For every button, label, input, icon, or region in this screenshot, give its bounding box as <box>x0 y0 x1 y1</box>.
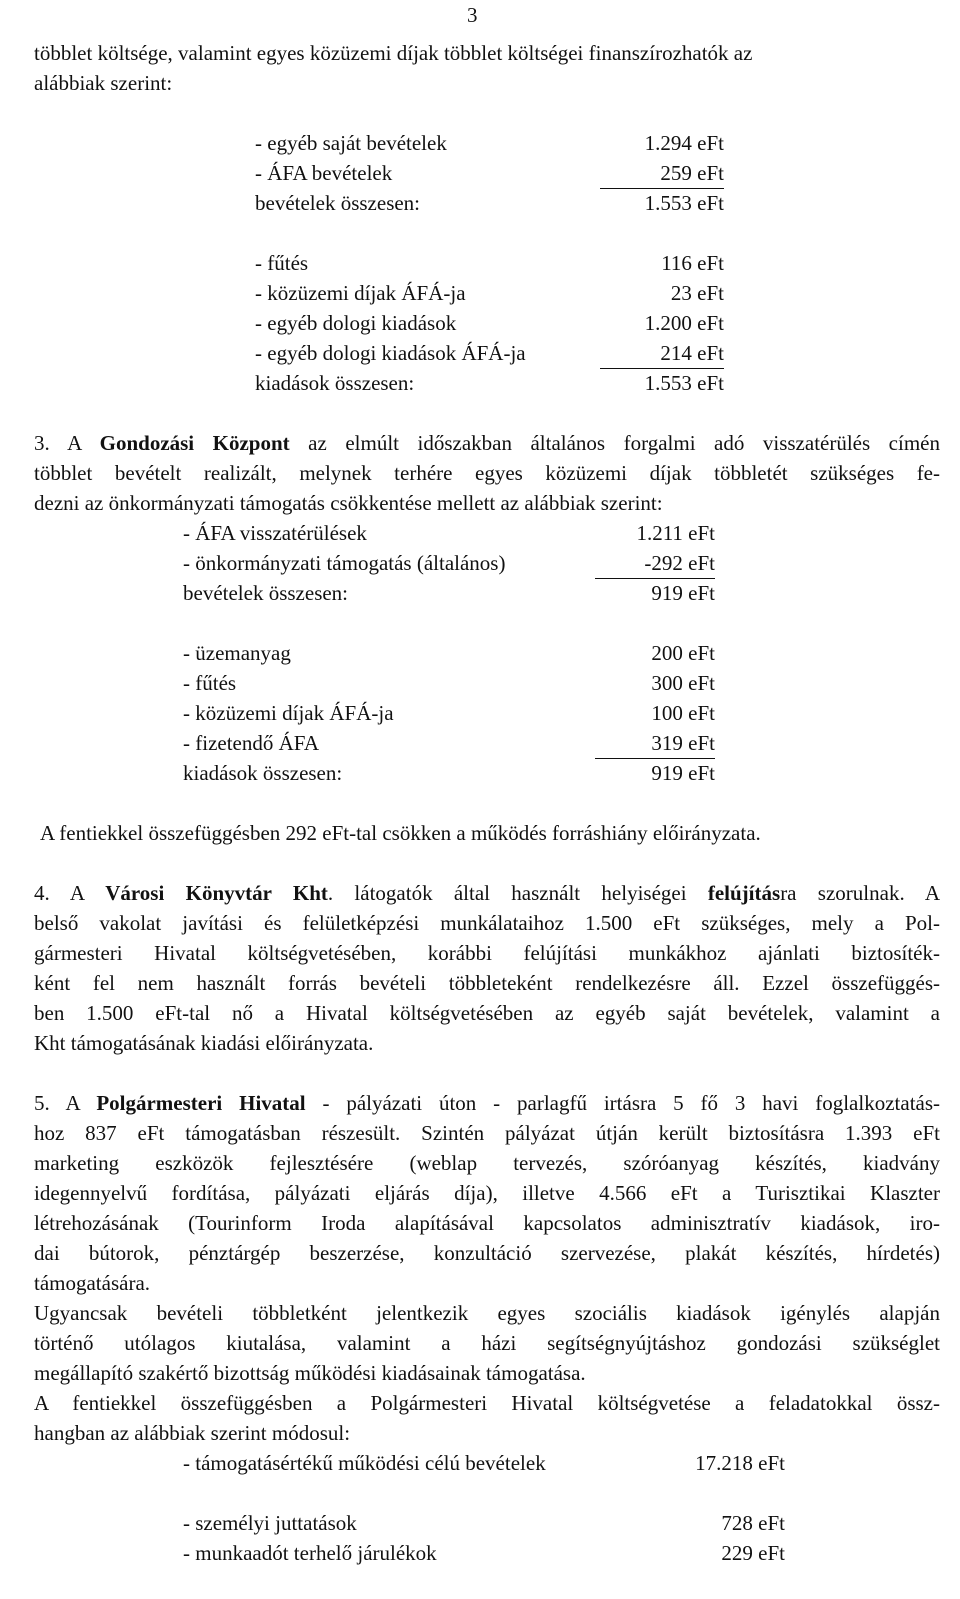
row-value: 100 eFt <box>651 701 715 725</box>
section3-expenses <box>183 638 715 788</box>
row-value: 919 eFt <box>651 581 715 605</box>
section4-line-2: belső vakolat javítási és felületképzési munkálataihoz 1.500 eFt szükséges, mely a Pol- <box>34 911 940 935</box>
section4-line-5: ben 1.500 eFt-tal nő a Hivatal költségvetésében az egyéb saját bevételek, valamint a <box>34 1001 940 1025</box>
section5-line-6: dai bútorok, pénztárgép beszerzése, konzultáció szervezése, plakát készítés, hírdetés) <box>34 1241 940 1265</box>
row-label: - egyéb saját bevételek <box>255 131 447 155</box>
table1-income <box>255 128 725 218</box>
section5-line-4: idegennyelvű fordítása, pályázati eljárás díja), illetve 4.566 eFt a Turisztikai Klaszter <box>34 1181 940 1205</box>
row-value: 214 eFt <box>600 338 724 369</box>
row-label: - támogatásértékű működési célú bevételek <box>183 1451 546 1475</box>
section4-subject: Városi Könyvtár Kht <box>105 881 328 905</box>
row-label: kiadások összesen: <box>183 761 343 785</box>
row-value: 319 eFt <box>595 728 715 759</box>
section3-subject: Gondozási Központ <box>99 431 290 455</box>
row-label: bevételek összesen: <box>183 581 349 605</box>
section5-line-2: hoz 837 eFt támogatásban részesült. Szintén pályázat útján került biztosításra 1.393 eFt <box>34 1121 940 1145</box>
row-value: 17.218 eFt <box>695 1451 785 1475</box>
row-value: 23 eFt <box>670 281 724 305</box>
row-label: bevételek összesen: <box>255 191 421 215</box>
row-value: 728 eFt <box>721 1511 785 1535</box>
table-row <box>255 278 725 308</box>
row-label: - ÁFA visszatérülések <box>183 521 367 545</box>
intro-line-1: többlet költsége, valamint egyes közüzemi díjak többlet költségei finanszírozhatók az <box>34 41 753 65</box>
table-row <box>255 128 725 158</box>
section5-para2-line-2: történő utólagos kiutalása, valamint a házi segítségnyújtáshoz gondozási szükséglet <box>34 1331 940 1355</box>
section5-para2-line-1: Ugyancsak bevételi többletként jelentkezik egyes szociális kiadások igénylés alapján <box>34 1301 940 1325</box>
row-value: 229 eFt <box>721 1541 785 1565</box>
table-row <box>255 368 725 398</box>
table-row <box>255 188 725 218</box>
section5-line-1 <box>34 1088 940 1118</box>
section4-pre: A <box>69 881 106 905</box>
section4-line-4: ként fel nem használt forrás bevételi többleteként rendelkezésre áll. Ezzel összefüggés- <box>34 971 940 995</box>
table-row <box>183 638 715 668</box>
table-row <box>183 548 715 578</box>
section4-line-1 <box>34 878 940 908</box>
row-label: - fűtés <box>183 671 237 695</box>
row-value: 1.294 eFt <box>644 131 724 155</box>
row-label: - fizetendő ÁFA <box>183 731 320 755</box>
section5-subject: Polgármesteri Hivatal <box>96 1091 306 1115</box>
table1-expenses <box>255 248 725 398</box>
row-label: - személyi juttatások <box>183 1511 357 1535</box>
row-value: 116 eFt <box>661 251 724 275</box>
section5-number: 5. <box>34 1091 50 1115</box>
row-value: 1.211 eFt <box>636 521 715 545</box>
table-row <box>183 1448 785 1478</box>
row-label: - ÁFA bevételek <box>255 161 393 185</box>
row-value: 1.553 eFt <box>644 371 724 395</box>
row-value: 300 eFt <box>651 671 715 695</box>
table-row <box>255 338 725 368</box>
section4-line1-rest: ra szorulnak. A <box>780 881 940 905</box>
section3-number: 3. <box>34 431 50 455</box>
section4-line-3: gármesteri Hivatal költségvetésében, korábbi felújítási munkákhoz ajánlati biztosíték- <box>34 941 940 965</box>
section4-mid: . látogatók által használt helyiségei <box>327 881 708 905</box>
row-label: - egyéb dologi kiadások <box>255 311 457 335</box>
table-row <box>255 248 725 278</box>
row-label: kiadások összesen: <box>255 371 415 395</box>
row-value: 259 eFt <box>600 158 724 189</box>
section5-income <box>183 1448 785 1478</box>
row-value: 1.553 eFt <box>644 191 724 215</box>
section5-pre: A <box>65 1091 97 1115</box>
section5-line1-rest: - pályázati úton - parlagfű irtásra 5 fő 3 havi foglalkoztatás- <box>305 1091 941 1115</box>
intro-line-2: alábbiak szerint: <box>34 71 173 95</box>
row-label: - közüzemi díjak ÁFÁ-ja <box>255 281 466 305</box>
section3-line-3: dezni az önkormányzati támogatás csökkentése mellett az alábbiak szerint: <box>34 491 663 515</box>
section3-line-2: többlet bevételt realizált, melynek terhére egyes közüzemi díjak többletét szükséges fe- <box>34 461 940 485</box>
table-row <box>183 1538 785 1568</box>
section3-pre: A <box>67 431 100 455</box>
section5-para3-line-1: A fentiekkel összefüggésben a Polgármesteri Hivatal költségvetése a feladatokkal össz- <box>34 1391 940 1415</box>
table-row <box>183 1508 785 1538</box>
section5-para2-line-3: megállapító szakértő bizottság működési kiadásainak támogatása. <box>34 1361 586 1385</box>
section3-line1-rest: az elmúlt időszakban általános forgalmi adó visszatérülés címén <box>289 431 940 455</box>
section4-line-6: Kht támogatásának kiadási előirányzata. <box>34 1031 374 1055</box>
section5-line-7: támogatására. <box>34 1271 151 1295</box>
section3-income <box>183 518 715 608</box>
section5-expenses <box>183 1508 785 1568</box>
table-row <box>255 308 725 338</box>
row-value: 200 eFt <box>651 641 715 665</box>
section5-line-3: marketing eszközök fejlesztésére (weblap tervezés, szóróanyag készítés, kiadvány <box>34 1151 940 1175</box>
table-row <box>183 698 715 728</box>
row-label: - egyéb dologi kiadások ÁFÁ-ja <box>255 341 526 365</box>
section3-line-1 <box>34 428 940 458</box>
row-label: - közüzemi díjak ÁFÁ-ja <box>183 701 394 725</box>
table-row <box>183 728 715 758</box>
section4-emphasis: felújítás <box>707 881 781 905</box>
row-value: -292 eFt <box>595 548 715 579</box>
table-row <box>183 758 715 788</box>
table-row <box>255 158 725 188</box>
table-row <box>183 578 715 608</box>
table-row <box>183 668 715 698</box>
table-row <box>183 518 715 548</box>
section5-line-5: létrehozásának (Tourinform Iroda alapításával kapcsolatos adminisztratív kiadások, iro- <box>34 1211 940 1235</box>
row-label: - munkaadót terhelő járulékok <box>183 1541 437 1565</box>
section4-number: 4. <box>34 881 50 905</box>
row-value: 919 eFt <box>651 761 715 785</box>
row-label: - fűtés <box>255 251 309 275</box>
row-value: 1.200 eFt <box>644 311 724 335</box>
section5-para3-line-2: hangban az alábbiak szerint módosul: <box>34 1421 351 1445</box>
row-label: - üzemanyag <box>183 641 291 665</box>
page-number: 3 <box>467 3 478 27</box>
row-label: - önkormányzati támogatás (általános) <box>183 551 506 575</box>
section3-conclusion: A fentiekkel összefüggésben 292 eFt-tal csökken a működés forráshiány előirányzata. <box>40 821 761 845</box>
